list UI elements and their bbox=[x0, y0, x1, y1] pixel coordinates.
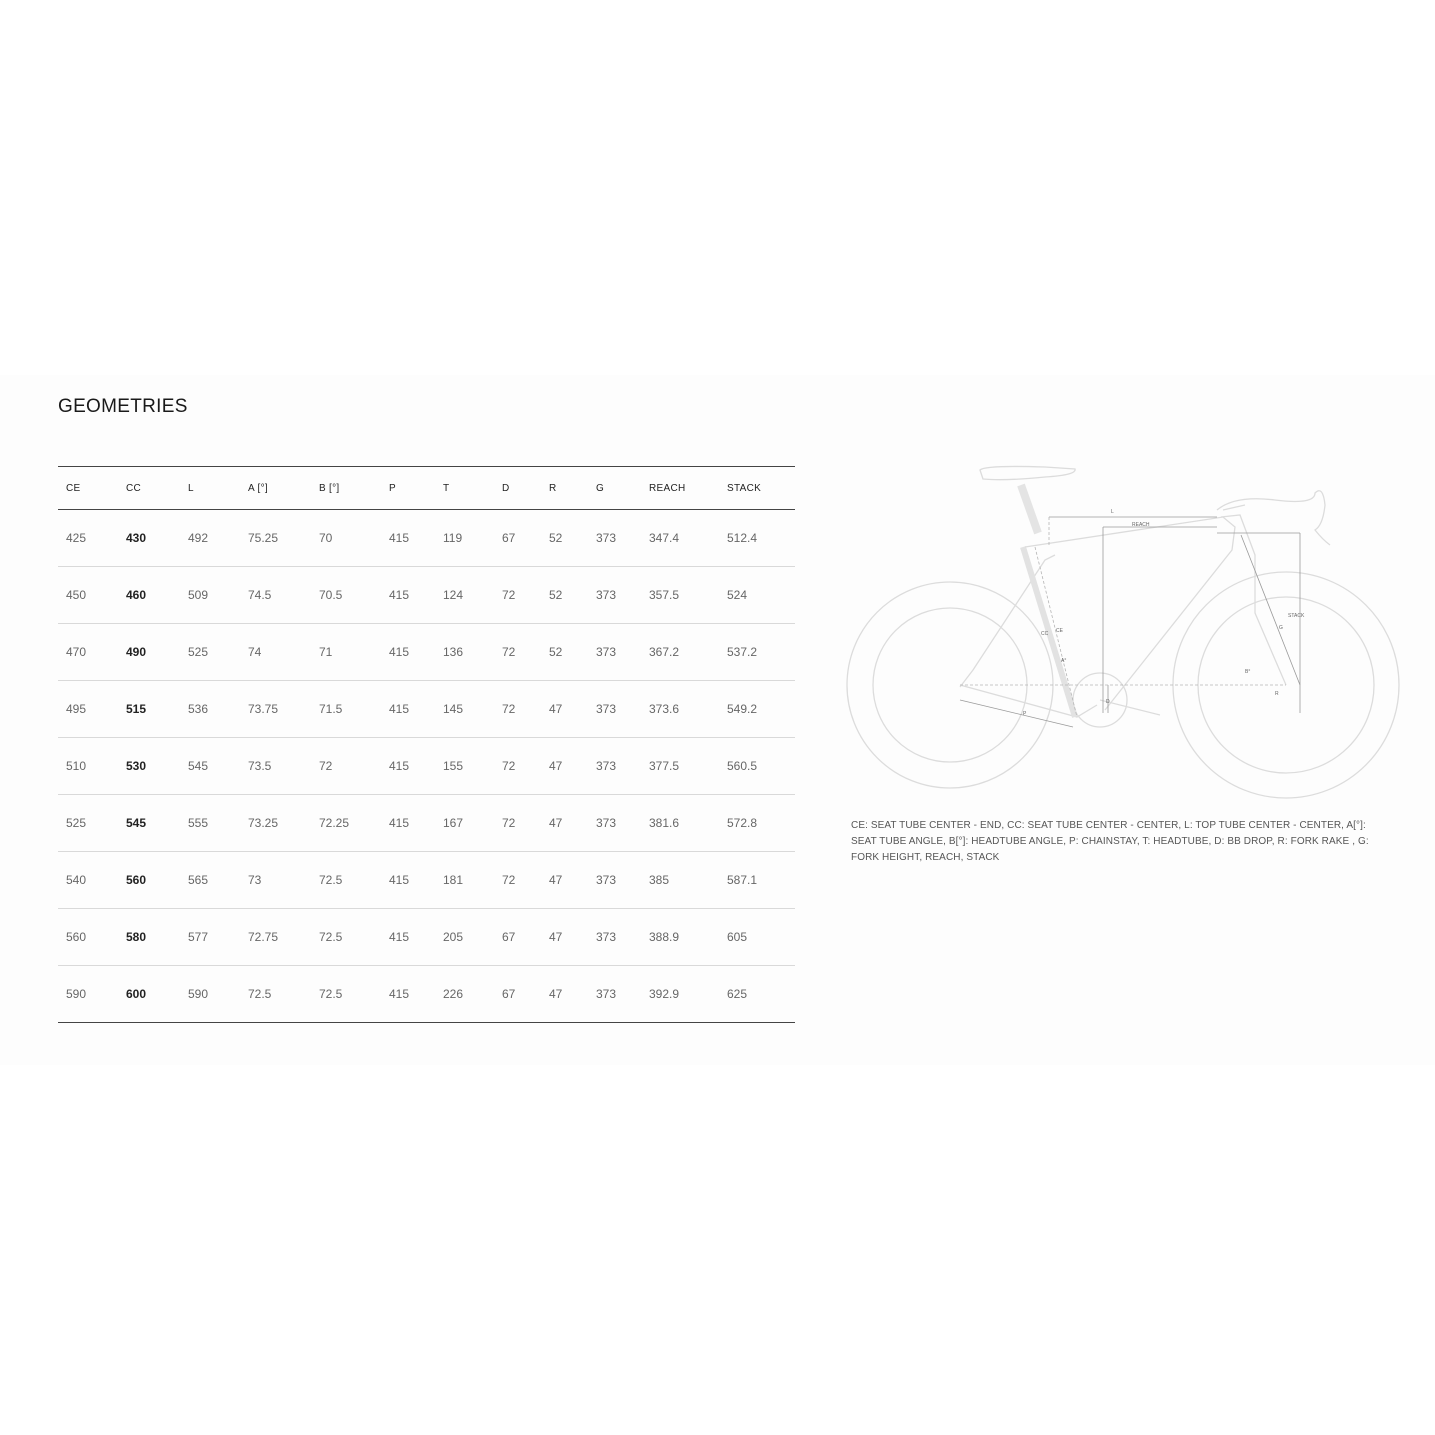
table-row bbox=[58, 624, 795, 681]
table-cell: 415 bbox=[381, 567, 435, 624]
column-header: B [°] bbox=[311, 467, 381, 510]
table-body bbox=[58, 510, 795, 1023]
table-cell: 67 bbox=[494, 966, 541, 1023]
table-cell: 545 bbox=[180, 738, 240, 795]
table-cell: 119 bbox=[435, 510, 494, 567]
table-cell: 536 bbox=[180, 681, 240, 738]
table-cell: 373 bbox=[588, 510, 641, 567]
table-cell: 510 bbox=[58, 738, 118, 795]
diagram-label-r: R bbox=[1275, 691, 1279, 697]
table-cell: 72 bbox=[494, 624, 541, 681]
table-cell: 515 bbox=[118, 681, 180, 738]
table-cell: 72 bbox=[494, 681, 541, 738]
table-cell: 155 bbox=[435, 738, 494, 795]
column-header: G bbox=[588, 467, 641, 510]
table-row bbox=[58, 567, 795, 624]
column-header: A [°] bbox=[240, 467, 311, 510]
table-cell: 52 bbox=[541, 567, 588, 624]
table-cell: 72.5 bbox=[311, 852, 381, 909]
diagram-label-g: G bbox=[1279, 625, 1283, 631]
table-cell: 373 bbox=[588, 909, 641, 966]
table-cell: 72.5 bbox=[240, 966, 311, 1023]
table-cell: 373 bbox=[588, 567, 641, 624]
g-dimension-line bbox=[1241, 535, 1300, 685]
diagram-label-b: B° bbox=[1245, 669, 1251, 675]
table-cell: 495 bbox=[58, 681, 118, 738]
table-cell: 373 bbox=[588, 795, 641, 852]
table-row bbox=[58, 852, 795, 909]
saddle bbox=[980, 466, 1075, 479]
table-cell: 47 bbox=[541, 909, 588, 966]
table-cell: 430 bbox=[118, 510, 180, 567]
table-cell: 560.5 bbox=[719, 738, 795, 795]
table-cell: 415 bbox=[381, 681, 435, 738]
table-cell: 47 bbox=[541, 681, 588, 738]
table-cell: 357.5 bbox=[641, 567, 719, 624]
table-cell: 74.5 bbox=[240, 567, 311, 624]
table-cell: 590 bbox=[58, 966, 118, 1023]
table-cell: 509 bbox=[180, 567, 240, 624]
table-cell: 72.25 bbox=[311, 795, 381, 852]
table-row bbox=[58, 738, 795, 795]
table-cell: 555 bbox=[180, 795, 240, 852]
table-cell: 70.5 bbox=[311, 567, 381, 624]
table-cell: 72 bbox=[494, 852, 541, 909]
table-cell: 587.1 bbox=[719, 852, 795, 909]
table-cell: 549.2 bbox=[719, 681, 795, 738]
table-cell: 530 bbox=[118, 738, 180, 795]
table-row bbox=[58, 909, 795, 966]
table-cell: 67 bbox=[494, 510, 541, 567]
table-cell: 73.5 bbox=[240, 738, 311, 795]
table-cell: 373 bbox=[588, 852, 641, 909]
table-cell: 145 bbox=[435, 681, 494, 738]
column-header: REACH bbox=[641, 467, 719, 510]
table-cell: 537.2 bbox=[719, 624, 795, 681]
diagram-label-cc: CC bbox=[1041, 631, 1049, 637]
table-cell: 226 bbox=[435, 966, 494, 1023]
table-cell: 72 bbox=[494, 738, 541, 795]
column-header: T bbox=[435, 467, 494, 510]
table-cell: 373 bbox=[588, 624, 641, 681]
table-cell: 72 bbox=[311, 738, 381, 795]
column-header: L bbox=[180, 467, 240, 510]
table-cell: 73.25 bbox=[240, 795, 311, 852]
table-cell: 450 bbox=[58, 567, 118, 624]
table-cell: 565 bbox=[180, 852, 240, 909]
table-row bbox=[58, 966, 795, 1023]
table-cell: 347.4 bbox=[641, 510, 719, 567]
table-cell: 415 bbox=[381, 738, 435, 795]
diagram-label-d: D bbox=[1106, 699, 1110, 705]
table-cell: 52 bbox=[541, 510, 588, 567]
table-cell: 425 bbox=[58, 510, 118, 567]
table-cell: 525 bbox=[58, 795, 118, 852]
table-cell: 70 bbox=[311, 510, 381, 567]
table-cell: 67 bbox=[494, 909, 541, 966]
column-header: R bbox=[541, 467, 588, 510]
table-cell: 415 bbox=[381, 510, 435, 567]
table-cell: 377.5 bbox=[641, 738, 719, 795]
table-cell: 367.2 bbox=[641, 624, 719, 681]
table-cell: 525 bbox=[180, 624, 240, 681]
table-cell: 71.5 bbox=[311, 681, 381, 738]
table-cell: 205 bbox=[435, 909, 494, 966]
head-tube-fork bbox=[1221, 515, 1286, 685]
table-cell: 415 bbox=[381, 624, 435, 681]
rear-rim bbox=[873, 608, 1027, 762]
section-title: GEOMETRIES bbox=[58, 396, 188, 417]
column-header: CE bbox=[58, 467, 118, 510]
top-and-down-tube bbox=[1025, 517, 1235, 710]
table-cell: 73.75 bbox=[240, 681, 311, 738]
table-cell: 470 bbox=[58, 624, 118, 681]
table-cell: 75.25 bbox=[240, 510, 311, 567]
table-cell: 388.9 bbox=[641, 909, 719, 966]
table-cell: 524 bbox=[719, 567, 795, 624]
table-cell: 136 bbox=[435, 624, 494, 681]
table-cell: 181 bbox=[435, 852, 494, 909]
table-cell: 52 bbox=[541, 624, 588, 681]
table-cell: 415 bbox=[381, 795, 435, 852]
table-cell: 373 bbox=[588, 738, 641, 795]
table-cell: 72.5 bbox=[311, 966, 381, 1023]
table-cell: 167 bbox=[435, 795, 494, 852]
table-cell: 492 bbox=[180, 510, 240, 567]
table-cell: 577 bbox=[180, 909, 240, 966]
table-cell: 605 bbox=[719, 909, 795, 966]
diagram-label-l: L bbox=[1111, 509, 1114, 515]
table-cell: 490 bbox=[118, 624, 180, 681]
table-cell: 373.6 bbox=[641, 681, 719, 738]
table-cell: 540 bbox=[58, 852, 118, 909]
table-cell: 590 bbox=[180, 966, 240, 1023]
table-cell: 72.5 bbox=[311, 909, 381, 966]
table-cell: 381.6 bbox=[641, 795, 719, 852]
diagram-label-ce: CE bbox=[1056, 628, 1063, 634]
seatstay bbox=[960, 555, 1055, 687]
column-header: STACK bbox=[719, 467, 795, 510]
table-cell: 600 bbox=[118, 966, 180, 1023]
geometry-table bbox=[58, 466, 795, 1023]
table-cell: 47 bbox=[541, 795, 588, 852]
table-cell: 72 bbox=[494, 795, 541, 852]
column-header: D bbox=[494, 467, 541, 510]
table-cell: 72 bbox=[494, 567, 541, 624]
table-cell: 580 bbox=[118, 909, 180, 966]
table-cell: 392.9 bbox=[641, 966, 719, 1023]
table-cell: 72.75 bbox=[240, 909, 311, 966]
table-cell: 73 bbox=[240, 852, 311, 909]
column-header: P bbox=[381, 467, 435, 510]
diagram-label-stack: STACK bbox=[1288, 613, 1305, 619]
seatpost bbox=[1021, 485, 1038, 533]
table-cell: 373 bbox=[588, 681, 641, 738]
column-header: CC bbox=[118, 467, 180, 510]
table-cell: 71 bbox=[311, 624, 381, 681]
table-cell: 415 bbox=[381, 909, 435, 966]
table-cell: 415 bbox=[381, 852, 435, 909]
table-cell: 124 bbox=[435, 567, 494, 624]
table-cell: 47 bbox=[541, 966, 588, 1023]
table-cell: 47 bbox=[541, 852, 588, 909]
table-cell: 545 bbox=[118, 795, 180, 852]
table-cell: 373 bbox=[588, 966, 641, 1023]
table-cell: 74 bbox=[240, 624, 311, 681]
table-cell: 460 bbox=[118, 567, 180, 624]
table-row bbox=[58, 795, 795, 852]
table-row bbox=[58, 681, 795, 738]
diagram-label-reach: REACH bbox=[1132, 522, 1150, 528]
diagram-label-p: P bbox=[1023, 711, 1027, 717]
table-cell: 560 bbox=[118, 852, 180, 909]
table-cell: 560 bbox=[58, 909, 118, 966]
diagram-label-a: A° bbox=[1061, 658, 1067, 664]
geometry-legend: CE: SEAT TUBE CENTER - END, CC: SEAT TUBE CENTER - CENTER, L: TOP TUBE CENTER - CENTER, A[°]: SEAT TUBE ANGLE, B[°]: HEADTUBE ANGLE, P: CHAINSTAY, T: HEADTUBE, D: BB DROP, R: FORK RAKE , G: FORK HEIGHT, REACH, STACK bbox=[851, 820, 1369, 863]
table-cell: 415 bbox=[381, 966, 435, 1023]
table-header-row bbox=[58, 467, 795, 510]
table-cell: 385 bbox=[641, 852, 719, 909]
table-row bbox=[58, 510, 795, 567]
seat-tube bbox=[1023, 547, 1075, 717]
bike-geometry-diagram bbox=[845, 455, 1415, 805]
table-cell: 625 bbox=[719, 966, 795, 1023]
table-cell: 47 bbox=[541, 738, 588, 795]
table-cell: 572.8 bbox=[719, 795, 795, 852]
stem bbox=[1223, 505, 1245, 510]
table-cell: 512.4 bbox=[719, 510, 795, 567]
